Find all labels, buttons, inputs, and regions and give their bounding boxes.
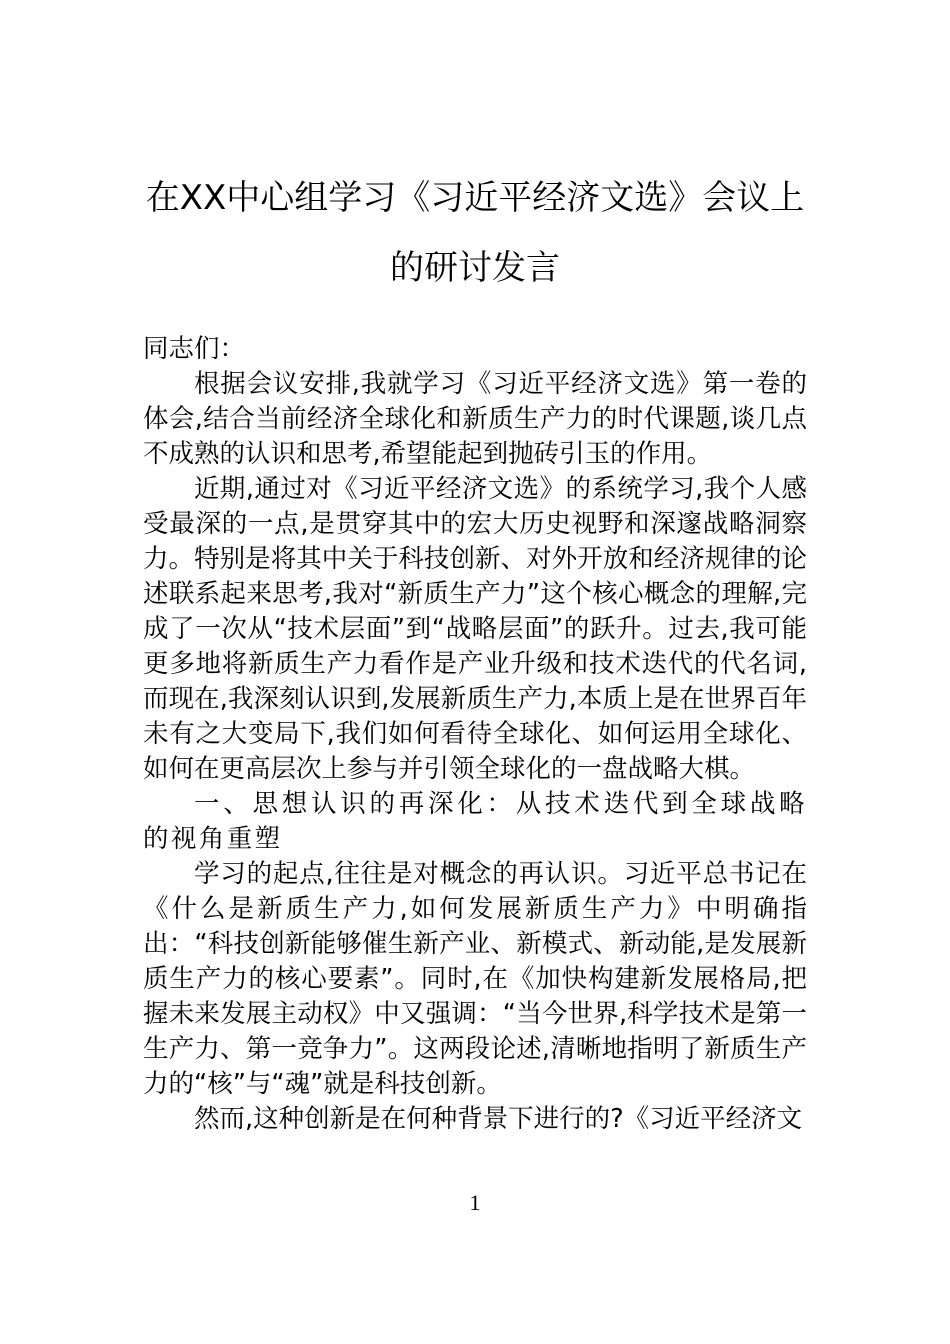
section-heading-1: 一、思想认识的再深化：从技术迭代到全球战略的视角重塑: [143, 789, 807, 854]
paragraph-background: 然而,这种创新是在何种背景下进行的?《习近平经济文: [194, 1104, 803, 1134]
page-number: 1: [469, 1190, 481, 1215]
paragraph-reflection: 近期,通过对《习近平经济文选》的系统学习,我个人感受最深的一点,是贯穿其中的宏大历史视野和深邃战略洞察力。特别是将其中关于科技创新、对外开放和经济规律的论述联系起来思考,我对“新质生产力”这个核心概念的理解,完成了一次从“技术层面”到“战略层面”的跃升。过去,我可能更多地将新质生产力看作是产业升级和技术迭代的代名词,而现在,我深刻认识到,发展新质生产力,本质上是在世界百年未有之大变局下,我们如何看待全球化、如何运用全球化、如何在更高层次上参与并引领全球化的一盘战略大棋。: [143, 474, 807, 784]
paragraph-intro: 根据会议安排,我就学习《习近平经济文选》第一卷的体会,结合当前经济全球化和新质生产力的时代课题,谈几点不成熟的认识和思考,希望能起到抛砖引玉的作用。: [143, 369, 807, 469]
salutation: 同志们：: [143, 334, 246, 364]
document-title: 在XX中心组学习《习近平经济文选》会议上的研讨发言: [145, 178, 805, 288]
document-body: [143, 332, 807, 1137]
paragraph-concept: 学习的起点,往往是对概念的再认识。习近平总书记在《什么是新质生产力,如何发展新质生产力》中明确指出：“科技创新能够催生新产业、新模式、新动能,是发展新质生产力的核心要素”。同时,在《加快构建新发展格局,把握未来发展主动权》中又强调：“当今世界,科学技术是第一生产力、第一竞争力”。这两段论述,清晰地指明了新质生产力的“核”与“魂”就是科技创新。: [143, 859, 807, 1099]
